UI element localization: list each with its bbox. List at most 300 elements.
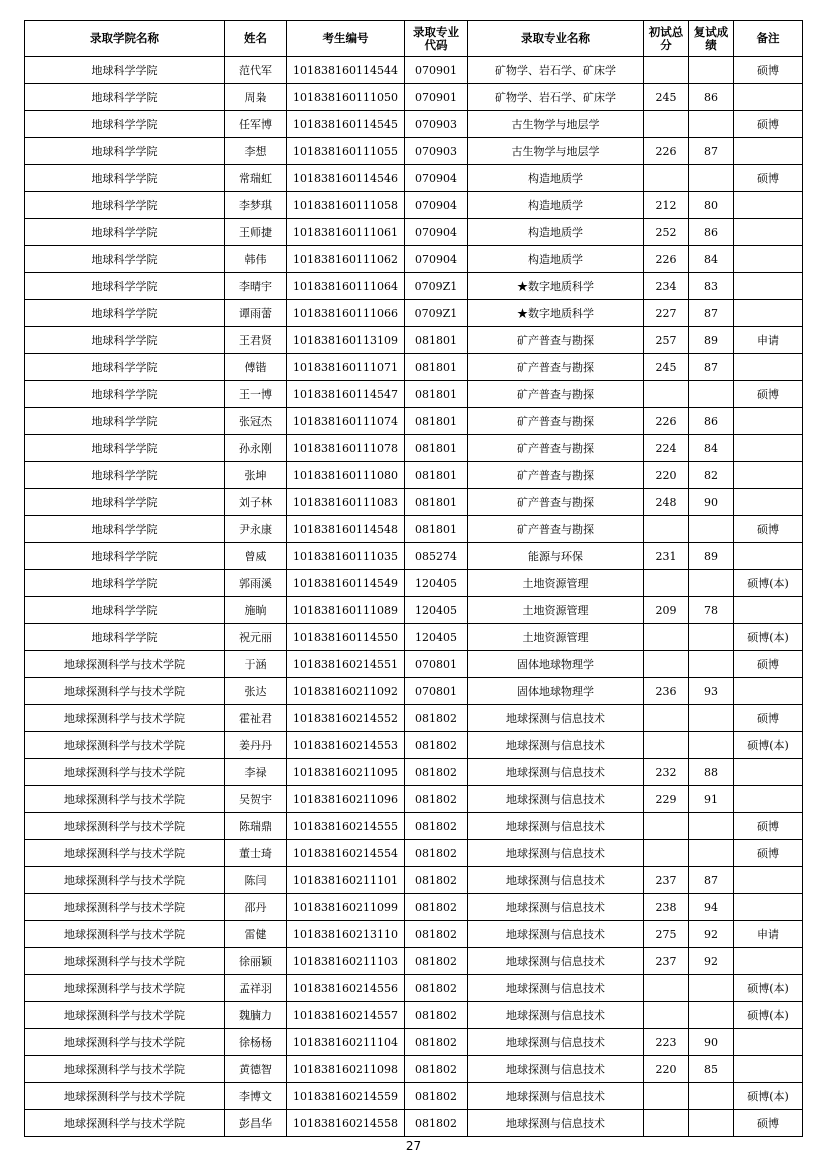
cell-major-name: 地球探测与信息技术 — [468, 894, 644, 921]
cell-major-code: 081801 — [405, 462, 468, 489]
cell-remark: 硕博(本) — [734, 1002, 803, 1029]
cell-major-name: 地球探测与信息技术 — [468, 1029, 644, 1056]
cell-exam-id: 101838160111074 — [287, 408, 405, 435]
cell-college: 地球探测科学与技术学院 — [25, 1083, 225, 1110]
cell-major-name: 地球探测与信息技术 — [468, 813, 644, 840]
cell-retest-score: 94 — [689, 894, 734, 921]
cell-initial-score: 220 — [644, 1056, 689, 1083]
col-header-college: 录取学院名称 — [25, 21, 225, 57]
cell-name: 徐杨杨 — [225, 1029, 287, 1056]
cell-major-code: 081802 — [405, 813, 468, 840]
table-header — [25, 21, 803, 57]
cell-remark — [734, 489, 803, 516]
cell-major-code: 081801 — [405, 354, 468, 381]
cell-retest-score — [689, 705, 734, 732]
cell-major-name: 地球探测与信息技术 — [468, 1083, 644, 1110]
cell-exam-id: 101838160214558 — [287, 1110, 405, 1137]
cell-college: 地球科学学院 — [25, 462, 225, 489]
table-row — [25, 705, 803, 732]
cell-college: 地球科学学院 — [25, 354, 225, 381]
table-row — [25, 1110, 803, 1137]
cell-college: 地球科学学院 — [25, 435, 225, 462]
cell-name: 李禄 — [225, 759, 287, 786]
cell-name: 王君贤 — [225, 327, 287, 354]
cell-major-code: 081802 — [405, 948, 468, 975]
cell-major-code: 081802 — [405, 1002, 468, 1029]
table-row — [25, 84, 803, 111]
cell-name: 邵丹 — [225, 894, 287, 921]
cell-remark — [734, 597, 803, 624]
cell-initial-score — [644, 624, 689, 651]
cell-initial-score: 212 — [644, 192, 689, 219]
cell-name: 谭雨蕾 — [225, 300, 287, 327]
cell-major-code: 081802 — [405, 759, 468, 786]
cell-college: 地球科学学院 — [25, 192, 225, 219]
cell-retest-score — [689, 570, 734, 597]
cell-name: 傅锴 — [225, 354, 287, 381]
cell-major-code: 070904 — [405, 165, 468, 192]
cell-initial-score: 275 — [644, 921, 689, 948]
cell-college: 地球科学学院 — [25, 570, 225, 597]
cell-exam-id: 101838160113109 — [287, 327, 405, 354]
cell-major-name: 地球探测与信息技术 — [468, 867, 644, 894]
cell-name: 李梦琪 — [225, 192, 287, 219]
cell-college: 地球科学学院 — [25, 408, 225, 435]
cell-retest-score: 88 — [689, 759, 734, 786]
col-header-remark: 备注 — [734, 21, 803, 57]
cell-initial-score: 220 — [644, 462, 689, 489]
cell-major-name: 地球探测与信息技术 — [468, 786, 644, 813]
cell-college: 地球探测科学与技术学院 — [25, 786, 225, 813]
cell-major-code: 070901 — [405, 57, 468, 84]
cell-major-code: 070904 — [405, 192, 468, 219]
cell-major-name: ★数字地质科学 — [468, 273, 644, 300]
cell-remark — [734, 543, 803, 570]
cell-exam-id: 101838160111035 — [287, 543, 405, 570]
cell-retest-score: 90 — [689, 1029, 734, 1056]
table-row — [25, 1002, 803, 1029]
cell-remark — [734, 1056, 803, 1083]
cell-exam-id: 101838160211101 — [287, 867, 405, 894]
cell-name: 吴贺宇 — [225, 786, 287, 813]
table-row — [25, 678, 803, 705]
cell-exam-id: 101838160214554 — [287, 840, 405, 867]
cell-initial-score — [644, 570, 689, 597]
cell-retest-score: 82 — [689, 462, 734, 489]
cell-exam-id: 101838160211092 — [287, 678, 405, 705]
cell-name: 徐丽颖 — [225, 948, 287, 975]
cell-major-name: 构造地质学 — [468, 219, 644, 246]
cell-name: 董士琦 — [225, 840, 287, 867]
cell-remark: 硕博 — [734, 381, 803, 408]
col-header-major-name: 录取专业名称 — [468, 21, 644, 57]
cell-major-name: 固体地球物理学 — [468, 678, 644, 705]
table-body — [25, 57, 803, 1137]
col-header-exam-id: 考生编号 — [287, 21, 405, 57]
cell-retest-score — [689, 381, 734, 408]
cell-exam-id: 101838160111080 — [287, 462, 405, 489]
cell-college: 地球科学学院 — [25, 597, 225, 624]
cell-exam-id: 101838160211099 — [287, 894, 405, 921]
cell-initial-score: 238 — [644, 894, 689, 921]
cell-college: 地球科学学院 — [25, 489, 225, 516]
cell-retest-score: 92 — [689, 948, 734, 975]
cell-initial-score — [644, 975, 689, 1002]
cell-exam-id: 101838160214556 — [287, 975, 405, 1002]
table-row — [25, 948, 803, 975]
cell-major-code: 081802 — [405, 921, 468, 948]
cell-major-code: 081802 — [405, 1110, 468, 1137]
cell-retest-score: 91 — [689, 786, 734, 813]
cell-initial-score: 245 — [644, 84, 689, 111]
cell-remark: 硕博 — [734, 165, 803, 192]
cell-remark — [734, 408, 803, 435]
cell-major-name: 矿产普查与勘探 — [468, 489, 644, 516]
table-row — [25, 516, 803, 543]
cell-initial-score — [644, 705, 689, 732]
table-row — [25, 111, 803, 138]
cell-initial-score — [644, 165, 689, 192]
cell-exam-id: 101838160111055 — [287, 138, 405, 165]
cell-retest-score — [689, 651, 734, 678]
cell-retest-score — [689, 624, 734, 651]
cell-initial-score — [644, 57, 689, 84]
cell-exam-id: 101838160211098 — [287, 1056, 405, 1083]
cell-exam-id: 101838160214551 — [287, 651, 405, 678]
cell-name: 李博文 — [225, 1083, 287, 1110]
cell-initial-score: 226 — [644, 408, 689, 435]
cell-exam-id: 101838160111071 — [287, 354, 405, 381]
cell-retest-score: 86 — [689, 219, 734, 246]
cell-remark — [734, 300, 803, 327]
cell-exam-id: 101838160111050 — [287, 84, 405, 111]
cell-name: 尹永康 — [225, 516, 287, 543]
table-row — [25, 1029, 803, 1056]
table-row — [25, 57, 803, 84]
cell-exam-id: 101838160111066 — [287, 300, 405, 327]
cell-college: 地球科学学院 — [25, 381, 225, 408]
admission-table — [24, 20, 803, 1137]
cell-remark — [734, 435, 803, 462]
cell-remark — [734, 84, 803, 111]
cell-college: 地球探测科学与技术学院 — [25, 867, 225, 894]
cell-remark: 硕博 — [734, 111, 803, 138]
table-row — [25, 786, 803, 813]
cell-initial-score: 223 — [644, 1029, 689, 1056]
cell-college: 地球探测科学与技术学院 — [25, 948, 225, 975]
cell-retest-score — [689, 1110, 734, 1137]
cell-exam-id: 101838160211104 — [287, 1029, 405, 1056]
table-row — [25, 975, 803, 1002]
cell-retest-score — [689, 111, 734, 138]
table-row — [25, 624, 803, 651]
table-row — [25, 273, 803, 300]
cell-name: 王一博 — [225, 381, 287, 408]
cell-initial-score: 229 — [644, 786, 689, 813]
cell-major-name: 矿产普查与勘探 — [468, 408, 644, 435]
cell-retest-score — [689, 1002, 734, 1029]
cell-major-code: 081802 — [405, 894, 468, 921]
cell-major-code: 081802 — [405, 975, 468, 1002]
cell-college: 地球探测科学与技术学院 — [25, 1029, 225, 1056]
cell-name: 张达 — [225, 678, 287, 705]
cell-name: 韩伟 — [225, 246, 287, 273]
cell-major-code: 070901 — [405, 84, 468, 111]
cell-retest-score — [689, 57, 734, 84]
col-header-initial-score: 初试总分 — [644, 21, 689, 57]
cell-retest-score: 89 — [689, 327, 734, 354]
cell-name: 彭昌华 — [225, 1110, 287, 1137]
page-number: 27 — [405, 1139, 422, 1153]
cell-major-name: 土地资源管理 — [468, 597, 644, 624]
cell-exam-id: 101838160114550 — [287, 624, 405, 651]
cell-retest-score: 90 — [689, 489, 734, 516]
cell-exam-id: 101838160114548 — [287, 516, 405, 543]
cell-initial-score: 227 — [644, 300, 689, 327]
cell-name: 魏腩力 — [225, 1002, 287, 1029]
cell-major-code: 070801 — [405, 678, 468, 705]
cell-name: 于涵 — [225, 651, 287, 678]
cell-major-code: 070903 — [405, 111, 468, 138]
cell-exam-id: 101838160114544 — [287, 57, 405, 84]
cell-retest-score: 87 — [689, 300, 734, 327]
cell-exam-id: 101838160214553 — [287, 732, 405, 759]
cell-initial-score: 231 — [644, 543, 689, 570]
cell-exam-id: 101838160114549 — [287, 570, 405, 597]
cell-initial-score: 232 — [644, 759, 689, 786]
table-row — [25, 759, 803, 786]
cell-retest-score: 80 — [689, 192, 734, 219]
cell-college: 地球探测科学与技术学院 — [25, 759, 225, 786]
cell-college: 地球科学学院 — [25, 57, 225, 84]
cell-college: 地球科学学院 — [25, 246, 225, 273]
cell-college: 地球科学学院 — [25, 624, 225, 651]
cell-major-code: 081802 — [405, 1029, 468, 1056]
cell-initial-score — [644, 111, 689, 138]
cell-major-name: 矿产普查与勘探 — [468, 516, 644, 543]
cell-college: 地球科学学院 — [25, 84, 225, 111]
cell-retest-score — [689, 813, 734, 840]
cell-major-name: 矿产普查与勘探 — [468, 462, 644, 489]
cell-major-name: 地球探测与信息技术 — [468, 948, 644, 975]
cell-major-name: 地球探测与信息技术 — [468, 705, 644, 732]
cell-college: 地球科学学院 — [25, 300, 225, 327]
cell-exam-id: 101838160211103 — [287, 948, 405, 975]
cell-major-name: 地球探测与信息技术 — [468, 1110, 644, 1137]
cell-initial-score — [644, 840, 689, 867]
cell-remark — [734, 759, 803, 786]
cell-retest-score: 86 — [689, 84, 734, 111]
cell-name: 孟祥羽 — [225, 975, 287, 1002]
cell-name: 常瑞虹 — [225, 165, 287, 192]
cell-major-name: 矿产普查与勘探 — [468, 381, 644, 408]
cell-major-code: 120405 — [405, 570, 468, 597]
cell-major-code: 120405 — [405, 624, 468, 651]
table-row — [25, 138, 803, 165]
cell-major-name: 地球探测与信息技术 — [468, 1002, 644, 1029]
cell-college: 地球探测科学与技术学院 — [25, 705, 225, 732]
table-row — [25, 219, 803, 246]
cell-remark — [734, 948, 803, 975]
cell-major-name: 构造地质学 — [468, 192, 644, 219]
table-row — [25, 192, 803, 219]
cell-major-code: 081801 — [405, 408, 468, 435]
cell-retest-score: 84 — [689, 246, 734, 273]
cell-initial-score — [644, 732, 689, 759]
cell-exam-id: 101838160111064 — [287, 273, 405, 300]
cell-major-name: 矿物学、岩石学、矿床学 — [468, 57, 644, 84]
table-row — [25, 651, 803, 678]
cell-initial-score — [644, 1083, 689, 1110]
cell-major-name: 矿产普查与勘探 — [468, 327, 644, 354]
cell-initial-score — [644, 651, 689, 678]
table-row — [25, 597, 803, 624]
cell-retest-score — [689, 516, 734, 543]
cell-exam-id: 101838160114545 — [287, 111, 405, 138]
cell-name: 张冠杰 — [225, 408, 287, 435]
cell-name: 曾威 — [225, 543, 287, 570]
cell-major-name: 固体地球物理学 — [468, 651, 644, 678]
cell-name: 霍祉君 — [225, 705, 287, 732]
cell-major-code: 081802 — [405, 1056, 468, 1083]
table-row — [25, 840, 803, 867]
cell-initial-score: 226 — [644, 138, 689, 165]
cell-name: 周枭 — [225, 84, 287, 111]
cell-retest-score: 87 — [689, 138, 734, 165]
cell-major-code: 070904 — [405, 219, 468, 246]
cell-college: 地球科学学院 — [25, 516, 225, 543]
cell-major-name: 矿产普查与勘探 — [468, 354, 644, 381]
table-row — [25, 894, 803, 921]
cell-exam-id: 101838160111061 — [287, 219, 405, 246]
cell-retest-score: 93 — [689, 678, 734, 705]
table-row — [25, 381, 803, 408]
header-row — [25, 21, 803, 57]
cell-major-name: 地球探测与信息技术 — [468, 1056, 644, 1083]
cell-initial-score: 245 — [644, 354, 689, 381]
cell-name: 祝元丽 — [225, 624, 287, 651]
cell-exam-id: 101838160214552 — [287, 705, 405, 732]
cell-retest-score — [689, 840, 734, 867]
cell-remark: 硕博 — [734, 813, 803, 840]
cell-major-name: 矿产普查与勘探 — [468, 435, 644, 462]
table-row — [25, 543, 803, 570]
cell-major-code: 081802 — [405, 732, 468, 759]
cell-major-code: 081801 — [405, 435, 468, 462]
cell-name: 陈闫 — [225, 867, 287, 894]
cell-major-code: 081801 — [405, 327, 468, 354]
col-header-name: 姓名 — [225, 21, 287, 57]
cell-college: 地球科学学院 — [25, 543, 225, 570]
cell-major-name: 土地资源管理 — [468, 570, 644, 597]
table-row — [25, 570, 803, 597]
table-row — [25, 921, 803, 948]
cell-remark — [734, 246, 803, 273]
cell-remark: 硕博 — [734, 57, 803, 84]
cell-retest-score: 84 — [689, 435, 734, 462]
cell-exam-id: 101838160111078 — [287, 435, 405, 462]
table-row — [25, 732, 803, 759]
cell-major-code: 081801 — [405, 381, 468, 408]
col-header-major-code: 录取专业代码 — [405, 21, 468, 57]
cell-major-code: 081802 — [405, 786, 468, 813]
cell-college: 地球探测科学与技术学院 — [25, 975, 225, 1002]
cell-college: 地球探测科学与技术学院 — [25, 1056, 225, 1083]
cell-college: 地球探测科学与技术学院 — [25, 894, 225, 921]
cell-major-code: 081802 — [405, 840, 468, 867]
cell-initial-score — [644, 1002, 689, 1029]
cell-initial-score: 257 — [644, 327, 689, 354]
cell-exam-id: 101838160211095 — [287, 759, 405, 786]
table-row — [25, 246, 803, 273]
cell-retest-score — [689, 975, 734, 1002]
cell-college: 地球科学学院 — [25, 111, 225, 138]
cell-retest-score: 85 — [689, 1056, 734, 1083]
cell-major-code: 085274 — [405, 543, 468, 570]
cell-major-name: 构造地质学 — [468, 246, 644, 273]
cell-remark: 硕博 — [734, 705, 803, 732]
cell-major-name: 地球探测与信息技术 — [468, 840, 644, 867]
cell-initial-score: 209 — [644, 597, 689, 624]
cell-exam-id: 101838160111058 — [287, 192, 405, 219]
cell-initial-score: 226 — [644, 246, 689, 273]
cell-major-code: 081801 — [405, 516, 468, 543]
cell-remark: 硕博 — [734, 651, 803, 678]
cell-retest-score: 86 — [689, 408, 734, 435]
cell-remark — [734, 1029, 803, 1056]
cell-retest-score: 83 — [689, 273, 734, 300]
table-row — [25, 1056, 803, 1083]
table-row — [25, 489, 803, 516]
cell-major-code: 081801 — [405, 489, 468, 516]
cell-college: 地球探测科学与技术学院 — [25, 1002, 225, 1029]
cell-initial-score — [644, 381, 689, 408]
cell-remark: 硕博(本) — [734, 732, 803, 759]
cell-name: 施晌 — [225, 597, 287, 624]
table-row — [25, 165, 803, 192]
cell-initial-score: 237 — [644, 867, 689, 894]
cell-remark: 硕博 — [734, 1110, 803, 1137]
cell-major-name: 地球探测与信息技术 — [468, 975, 644, 1002]
cell-college: 地球探测科学与技术学院 — [25, 1110, 225, 1137]
cell-name: 陈瑞鼎 — [225, 813, 287, 840]
cell-remark — [734, 273, 803, 300]
cell-exam-id: 101838160111083 — [287, 489, 405, 516]
cell-remark: 硕博(本) — [734, 975, 803, 1002]
cell-college: 地球探测科学与技术学院 — [25, 678, 225, 705]
cell-retest-score: 78 — [689, 597, 734, 624]
cell-college: 地球探测科学与技术学院 — [25, 651, 225, 678]
cell-initial-score: 252 — [644, 219, 689, 246]
cell-major-name: 地球探测与信息技术 — [468, 759, 644, 786]
cell-name: 黄德智 — [225, 1056, 287, 1083]
cell-major-code: 081802 — [405, 867, 468, 894]
cell-name: 范代军 — [225, 57, 287, 84]
cell-initial-score: 234 — [644, 273, 689, 300]
cell-initial-score: 236 — [644, 678, 689, 705]
cell-major-code: 120405 — [405, 597, 468, 624]
cell-exam-id: 101838160114547 — [287, 381, 405, 408]
cell-remark — [734, 867, 803, 894]
cell-remark: 申请 — [734, 327, 803, 354]
col-header-retest-score: 复试成绩 — [689, 21, 734, 57]
cell-remark: 硕博(本) — [734, 570, 803, 597]
cell-retest-score — [689, 165, 734, 192]
cell-exam-id: 101838160214559 — [287, 1083, 405, 1110]
cell-name: 刘子林 — [225, 489, 287, 516]
cell-remark — [734, 219, 803, 246]
cell-retest-score — [689, 732, 734, 759]
